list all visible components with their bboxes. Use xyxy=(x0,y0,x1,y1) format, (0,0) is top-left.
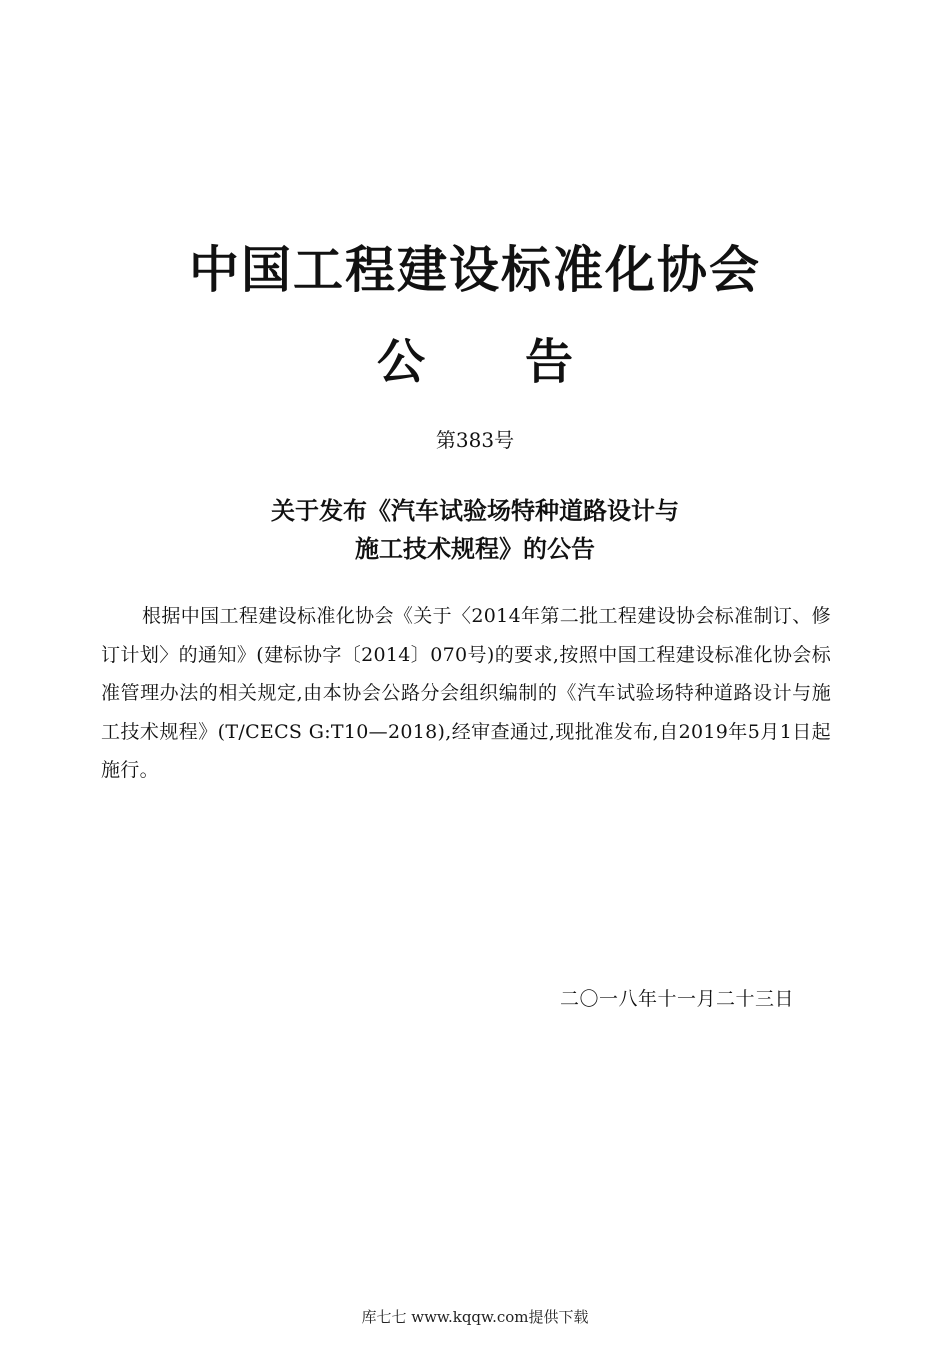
subject-line-1: 关于发布《汽车试验场特种道路设计与 xyxy=(271,497,679,525)
document-number: 第383号 xyxy=(435,428,515,452)
organization-title: 中国工程建设标准化协会 xyxy=(189,241,761,299)
issue-date: 二〇一八年十一月二十三日 xyxy=(560,988,795,1010)
subject-line-2: 施工技术规程》的公告 xyxy=(355,535,595,563)
body-paragraph: 根据中国工程建设标准化协会《关于〈2014年第二批工程建设协会标准制订、修订计划〉的通知》(建标协字〔2014〕070号)的要求,按照中国工程建设标准化协会标准管理办法的相关规定,由本协会公路分会组织编制的《汽车试验场特种道路设计与施工技术规程》(T/CECS G:T10—2018),经审查通过,现批准发布,自2019年5月1日起施行。 xyxy=(101,605,831,781)
footer-watermark: 库七七 www.kqqw.com提供下载 xyxy=(361,1308,589,1326)
subject-title xyxy=(0,492,950,568)
document-type-heading: 公告 xyxy=(376,334,673,390)
